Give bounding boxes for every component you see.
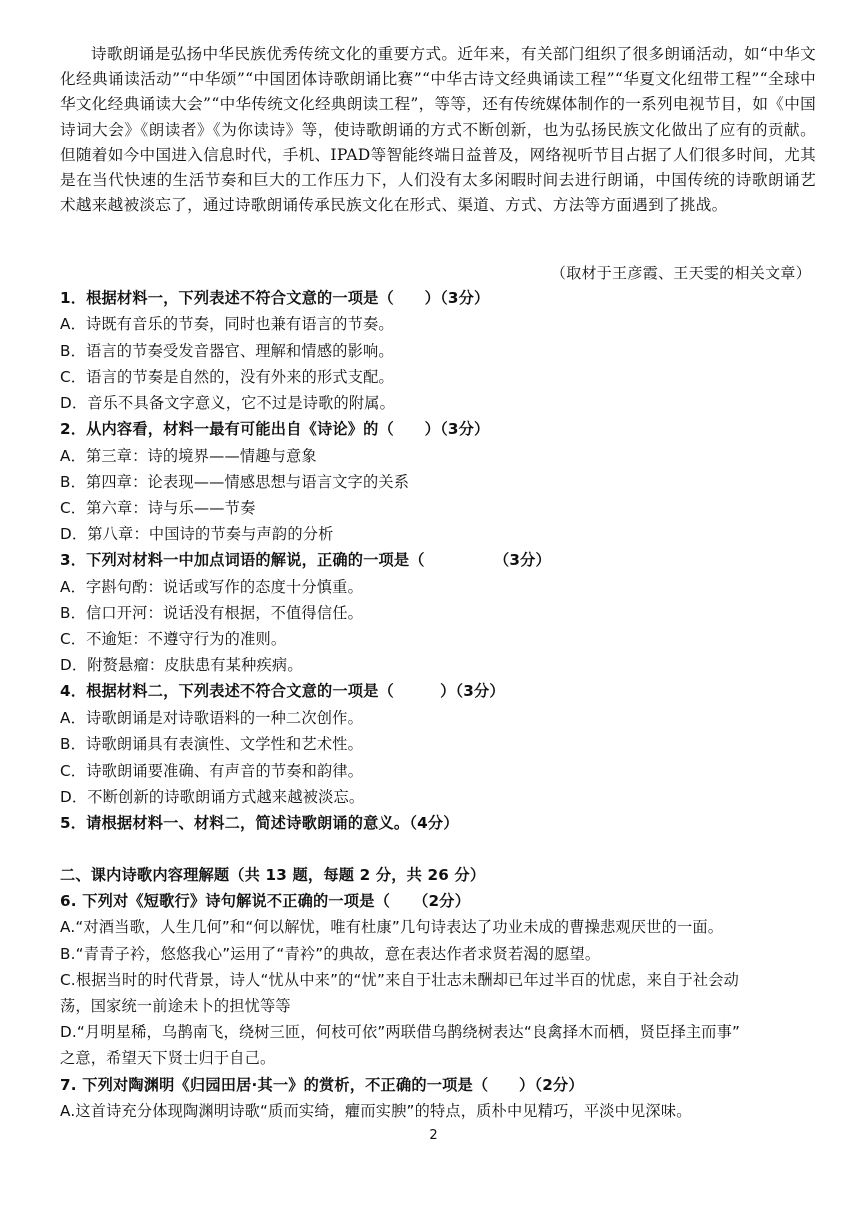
question-2-stem: 2．从内容看，材料一最有可能出自《诗论》的（ ）（3分） [60,420,490,438]
question-4-option-b: B．诗歌朗诵具有表演性、文学性和艺术性。 [60,735,363,753]
question-6-stem: 6. 下列对《短歌行》诗句解说不正确的一项是（ （2分） [60,892,471,910]
page-number: 2 [429,1128,438,1143]
question-2-option-d: D．第八章：中国诗的节奏与声韵的分析 [60,525,334,543]
question-1-option-d: D．音乐不具备文字意义，它不过是诗歌的附属。 [60,394,396,412]
question-5-stem: 5．请根据材料一、材料二，简述诗歌朗诵的意义。（4分） [60,814,459,832]
question-6-option-d-line-2: 之意，希望天下贤士归于自己。 [60,1049,276,1067]
question-3-stem: 3．下列对材料一中加点词语的解说，正确的一项是（ （3分） [60,551,551,569]
question-2-option-b: B．第四章：论表现——情感思想与语言文字的关系 [60,473,410,491]
question-7-option-a: A.这首诗充分体现陶渊明诗歌“质而实绮，癯而实腴”的特点，质朴中见精巧，平淡中见深味。 [60,1102,692,1120]
question-2-option-a: A．第三章：诗的境界——情趣与意象 [60,447,317,465]
question-4-stem: 4．根据材料二，下列表述不符合文意的一项是（ ）（3分） [60,682,505,700]
question-1-stem: 1．根据材料一，下列表述不符合文意的一项是（ ）（3分） [60,289,490,307]
question-6-option-b: B.“青青子衿，悠悠我心”运用了“青衿”的典故，意在表达作者求贤若渴的愿望。 [60,945,601,963]
question-6-option-d-line-1: D.“月明星稀，乌鹊南飞，绕树三匝，何枝可依”两联借乌鹊绕树表达“良禽择木而栖，贤臣择主而事” [60,1023,741,1041]
question-6-option-c-line-1: C.根据当时的时代背景，诗人“忧从中来”的“忧”来自于壮志未酬却已年过半百的忧虑，来自于社会动 [60,971,739,989]
question-6-option-c-line-2: 荡，国家统一前途未卜的担忧等等 [60,997,291,1015]
question-1-option-b: B．语言的节奏受发音器官、理解和情感的影响。 [60,342,394,360]
question-2-option-c: C．第六章：诗与乐——节奏 [60,499,256,517]
question-4-option-a: A．诗歌朗诵是对诗歌语料的一种二次创作。 [60,709,363,727]
question-3-option-a: A．字斟句酌：说话或写作的态度十分慎重。 [60,578,363,596]
question-6-option-a: A.“对酒当歌，人生几何”和“何以解忧，唯有杜康”几句诗表达了功业未成的曹操悲观厌世的一面。 [60,918,724,936]
question-4-option-c: C．诗歌朗诵要准确、有声音的节奏和韵律。 [60,762,364,780]
question-3-option-d: D．附赘悬瘤：皮肤患有某种疾病。 [60,656,303,674]
question-3-option-b: B．信口开河：说话没有根据，不值得信任。 [60,604,363,622]
material-paragraph: 诗歌朗诵是弘扬中华民族优秀传统文化的重要方式。近年来，有关部门组织了很多朗诵活动，如“中华文化经典诵读活动”“中华颂”“中国团体诗歌朗诵比赛”“中华古诗文经典诵读工程”“华夏文化纽带工程”“全球中华文化经典诵读大会”“中华传统文化经典朗读工程”，等等，还有传统媒体制作的一系列电视节目，如《中国诗词大会》《朗读者》《为你读诗》等，使诗歌朗诵的方式不断创新，也为弘扬民族文化做出了应有的贡献。但随着如今中国进入信息时代，手机、IPAD等智能终端日益普及，网络视听节目占据了人们很多时间，尤其是在当代快速的生活节奏和巨大的工作压力下，人们没有太多闲暇时间去进行朗诵，中国传统的诗歌朗诵艺术越来越被淡忘了，通过诗歌朗诵传承民族文化在形式、渠道、方式、方法等方面遇到了挑战。 [60,45,816,215]
question-7-stem: 7. 下列对陶渊明《归园田居·其一》的赏析，不正确的一项是（ ）（2分） [60,1076,584,1094]
question-1-option-c: C．语言的节奏是自然的，没有外来的形式支配。 [60,368,394,386]
section-2-heading: 二、课内诗歌内容理解题（共 13 题，每题 2 分，共 26 分） [60,866,486,884]
material-source: （取材于王彦霞、王天雯的相关文章） [550,264,811,282]
question-4-option-d: D．不断创新的诗歌朗诵方式越来越被淡忘。 [60,788,365,806]
question-3-option-c: C．不逾矩：不遵守行为的准则。 [60,630,287,648]
question-1-option-a: A．诗既有音乐的节奏，同时也兼有语言的节奏。 [60,315,394,333]
